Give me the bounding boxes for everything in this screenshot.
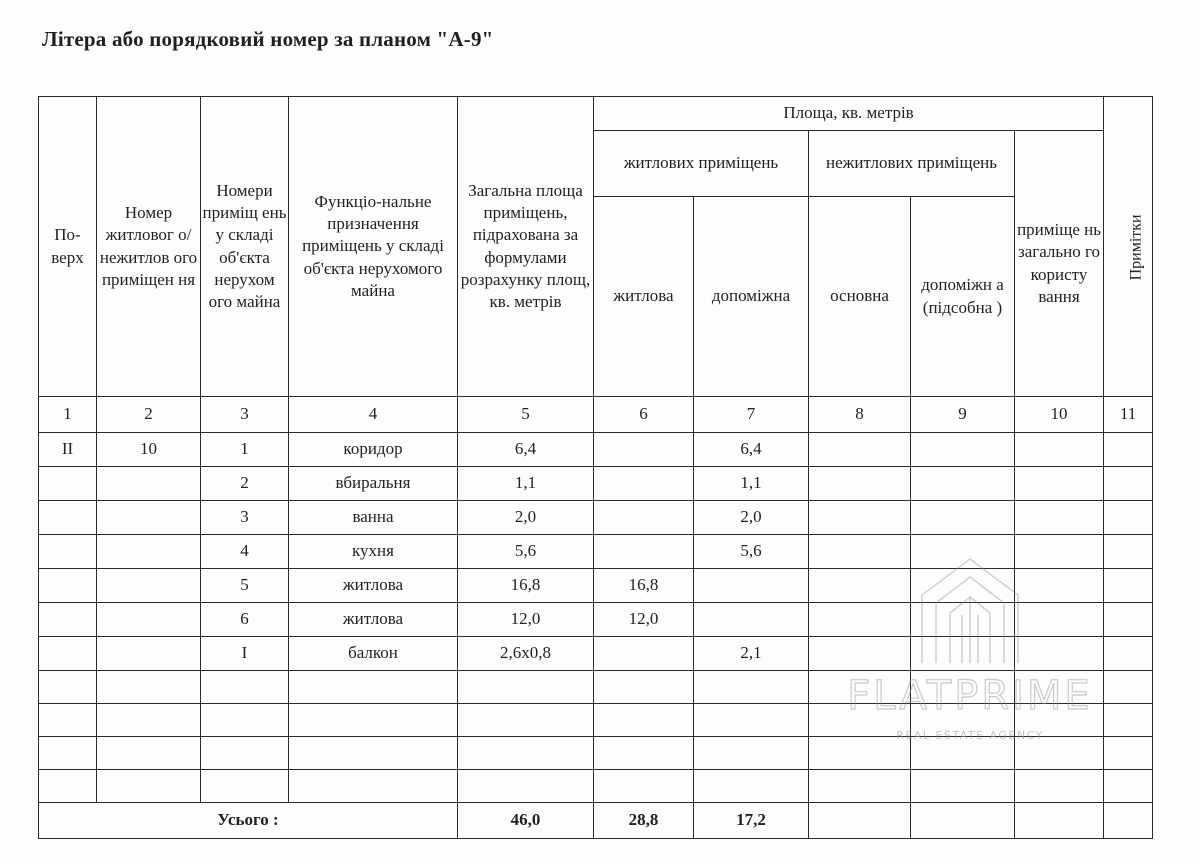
totals-common bbox=[1015, 803, 1104, 839]
cell-function bbox=[289, 737, 458, 770]
cell-total: 16,8 bbox=[458, 569, 594, 603]
cell-notes bbox=[1104, 737, 1153, 770]
cell-unit bbox=[97, 637, 201, 671]
cell-living: 12,0 bbox=[594, 603, 694, 637]
cell-living bbox=[594, 535, 694, 569]
cell-notes bbox=[1104, 569, 1153, 603]
cell-total: 5,6 bbox=[458, 535, 594, 569]
cell-ancillary bbox=[911, 569, 1015, 603]
table-row bbox=[39, 737, 1153, 770]
cell-notes bbox=[1104, 467, 1153, 501]
cell-floor bbox=[39, 603, 97, 637]
cell-ancillary bbox=[911, 671, 1015, 704]
cell-room: 1 bbox=[201, 433, 289, 467]
cell-total: 6,4 bbox=[458, 433, 594, 467]
cell-unit bbox=[97, 467, 201, 501]
column-number-cell: 4 bbox=[289, 397, 458, 433]
cell-living bbox=[594, 671, 694, 704]
cell-function: балкон bbox=[289, 637, 458, 671]
watermark-tagline: REAL ESTATE AGENCY bbox=[896, 729, 1044, 742]
table-row bbox=[39, 770, 1153, 803]
cell-room bbox=[201, 737, 289, 770]
cell-main bbox=[809, 637, 911, 671]
cell-total bbox=[458, 770, 594, 803]
cell-notes bbox=[1104, 433, 1153, 467]
cell-total bbox=[458, 737, 594, 770]
cell-unit bbox=[97, 671, 201, 704]
column-numbers-row bbox=[39, 397, 1153, 433]
cell-common bbox=[1015, 737, 1104, 770]
header-area-group: Площа, кв. метрів bbox=[594, 97, 1104, 131]
cell-living bbox=[594, 737, 694, 770]
column-number-cell: 7 bbox=[694, 397, 809, 433]
cell-function: житлова bbox=[289, 569, 458, 603]
table-row bbox=[39, 603, 1153, 637]
cell-auxiliary bbox=[694, 704, 809, 737]
column-number-cell: 1 bbox=[39, 397, 97, 433]
cell-main bbox=[809, 671, 911, 704]
cell-main bbox=[809, 467, 911, 501]
cell-living bbox=[594, 433, 694, 467]
header-auxiliary: допоміжна bbox=[694, 197, 809, 397]
header-total-area: Загальна площа приміщень, підрахована за формулами розрахунку площ, кв. метрів bbox=[458, 97, 594, 397]
cell-living bbox=[594, 637, 694, 671]
table-row bbox=[39, 535, 1153, 569]
cell-main bbox=[809, 603, 911, 637]
cell-room: 3 bbox=[201, 501, 289, 535]
cell-room: 4 bbox=[201, 535, 289, 569]
cell-notes bbox=[1104, 535, 1153, 569]
cell-total bbox=[458, 704, 594, 737]
cell-room: 5 bbox=[201, 569, 289, 603]
cell-notes bbox=[1104, 603, 1153, 637]
cell-total: 1,1 bbox=[458, 467, 594, 501]
cell-auxiliary bbox=[694, 770, 809, 803]
cell-function: вбиральня bbox=[289, 467, 458, 501]
header-function: Функціо-нальне призначення приміщень у складі об'єкта нерухомого майна bbox=[289, 97, 458, 397]
cell-room bbox=[201, 770, 289, 803]
header-common-use: приміще нь загально го користу вання bbox=[1015, 131, 1104, 397]
column-number-cell: 9 bbox=[911, 397, 1015, 433]
table-row bbox=[39, 671, 1153, 704]
column-number-cell: 10 bbox=[1015, 397, 1104, 433]
column-number-cell: 5 bbox=[458, 397, 594, 433]
cell-unit: 10 bbox=[97, 433, 201, 467]
cell-unit bbox=[97, 704, 201, 737]
cell-main bbox=[809, 569, 911, 603]
column-number-cell: 11 bbox=[1104, 397, 1153, 433]
totals-label: Усього : bbox=[39, 803, 458, 839]
header-floor: По-верх bbox=[39, 97, 97, 397]
header-main: основна bbox=[809, 197, 911, 397]
table-row bbox=[39, 637, 1153, 671]
cell-floor bbox=[39, 637, 97, 671]
cell-floor bbox=[39, 671, 97, 704]
cell-main bbox=[809, 535, 911, 569]
cell-room bbox=[201, 704, 289, 737]
cell-auxiliary bbox=[694, 671, 809, 704]
column-number-cell: 2 bbox=[97, 397, 201, 433]
table-row bbox=[39, 433, 1153, 467]
header-residential-group: житлових приміщень bbox=[594, 131, 809, 197]
cell-main bbox=[809, 770, 911, 803]
header-auxiliary-ancillary: допоміжн а (підсобна ) bbox=[911, 197, 1015, 397]
cell-floor: II bbox=[39, 433, 97, 467]
table-row bbox=[39, 501, 1153, 535]
header-notes bbox=[1104, 97, 1153, 397]
cell-notes bbox=[1104, 770, 1153, 803]
cell-floor bbox=[39, 501, 97, 535]
header-room-numbers: Номери приміщ ень у складі об'єкта нерухом ого майна bbox=[201, 97, 289, 397]
cell-common bbox=[1015, 433, 1104, 467]
header-unit-number: Номер житловог о/ нежитлов ого приміщен ня bbox=[97, 97, 201, 397]
cell-total: 12,0 bbox=[458, 603, 594, 637]
cell-auxiliary: 1,1 bbox=[694, 467, 809, 501]
cell-floor bbox=[39, 467, 97, 501]
cell-unit bbox=[97, 737, 201, 770]
totals-row bbox=[39, 803, 1153, 839]
cell-common bbox=[1015, 501, 1104, 535]
cell-common bbox=[1015, 569, 1104, 603]
column-number-cell: 8 bbox=[809, 397, 911, 433]
column-number-cell: 6 bbox=[594, 397, 694, 433]
cell-auxiliary: 6,4 bbox=[694, 433, 809, 467]
cell-ancillary bbox=[911, 433, 1015, 467]
cell-function: ванна bbox=[289, 501, 458, 535]
cell-common bbox=[1015, 467, 1104, 501]
table-row bbox=[39, 704, 1153, 737]
cell-auxiliary: 2,1 bbox=[694, 637, 809, 671]
cell-total: 2,0 bbox=[458, 501, 594, 535]
cell-auxiliary: 5,6 bbox=[694, 535, 809, 569]
cell-floor bbox=[39, 535, 97, 569]
header-living: житлова bbox=[594, 197, 694, 397]
table-row bbox=[39, 569, 1153, 603]
cell-function: житлова bbox=[289, 603, 458, 637]
cell-function bbox=[289, 671, 458, 704]
totals-living: 28,8 bbox=[594, 803, 694, 839]
cell-ancillary bbox=[911, 535, 1015, 569]
cell-function bbox=[289, 704, 458, 737]
cell-unit bbox=[97, 501, 201, 535]
cell-notes bbox=[1104, 671, 1153, 704]
area-table bbox=[38, 96, 1153, 839]
cell-common bbox=[1015, 704, 1104, 737]
cell-living bbox=[594, 467, 694, 501]
cell-function bbox=[289, 770, 458, 803]
cell-main bbox=[809, 433, 911, 467]
header-nonresidential-group: нежитлових приміщень bbox=[809, 131, 1015, 197]
cell-unit bbox=[97, 569, 201, 603]
notes-label: Примітки bbox=[1127, 214, 1145, 281]
cell-unit bbox=[97, 770, 201, 803]
totals-ancillary bbox=[911, 803, 1015, 839]
document-title: Літера або порядковий номер за планом "А-9" bbox=[42, 27, 494, 51]
cell-auxiliary bbox=[694, 603, 809, 637]
cell-notes bbox=[1104, 704, 1153, 737]
cell-function: коридор bbox=[289, 433, 458, 467]
totals-main bbox=[809, 803, 911, 839]
cell-unit bbox=[97, 603, 201, 637]
cell-floor bbox=[39, 569, 97, 603]
cell-common bbox=[1015, 671, 1104, 704]
cell-room bbox=[201, 671, 289, 704]
totals-notes bbox=[1104, 803, 1153, 839]
cell-floor bbox=[39, 737, 97, 770]
cell-ancillary bbox=[911, 737, 1015, 770]
cell-ancillary bbox=[911, 637, 1015, 671]
watermark-name: FLATPRIME bbox=[847, 673, 1093, 719]
cell-floor bbox=[39, 704, 97, 737]
cell-room: 2 bbox=[201, 467, 289, 501]
cell-room: 6 bbox=[201, 603, 289, 637]
cell-ancillary bbox=[911, 704, 1015, 737]
cell-room: I bbox=[201, 637, 289, 671]
table-row bbox=[39, 467, 1153, 501]
cell-main bbox=[809, 501, 911, 535]
cell-total bbox=[458, 671, 594, 704]
cell-common bbox=[1015, 770, 1104, 803]
cell-notes bbox=[1104, 501, 1153, 535]
cell-living bbox=[594, 770, 694, 803]
cell-function: кухня bbox=[289, 535, 458, 569]
cell-common bbox=[1015, 603, 1104, 637]
cell-main bbox=[809, 704, 911, 737]
cell-auxiliary: 2,0 bbox=[694, 501, 809, 535]
cell-common bbox=[1015, 637, 1104, 671]
cell-floor bbox=[39, 770, 97, 803]
cell-living bbox=[594, 704, 694, 737]
cell-auxiliary bbox=[694, 737, 809, 770]
cell-common bbox=[1015, 535, 1104, 569]
cell-living: 16,8 bbox=[594, 569, 694, 603]
cell-ancillary bbox=[911, 467, 1015, 501]
totals-total-area: 46,0 bbox=[458, 803, 594, 839]
cell-auxiliary bbox=[694, 569, 809, 603]
cell-unit bbox=[97, 535, 201, 569]
cell-main bbox=[809, 737, 911, 770]
cell-ancillary bbox=[911, 770, 1015, 803]
cell-total: 2,6x0,8 bbox=[458, 637, 594, 671]
cell-notes bbox=[1104, 637, 1153, 671]
totals-auxiliary: 17,2 bbox=[694, 803, 809, 839]
cell-living bbox=[594, 501, 694, 535]
cell-ancillary bbox=[911, 603, 1015, 637]
cell-ancillary bbox=[911, 501, 1015, 535]
column-number-cell: 3 bbox=[201, 397, 289, 433]
